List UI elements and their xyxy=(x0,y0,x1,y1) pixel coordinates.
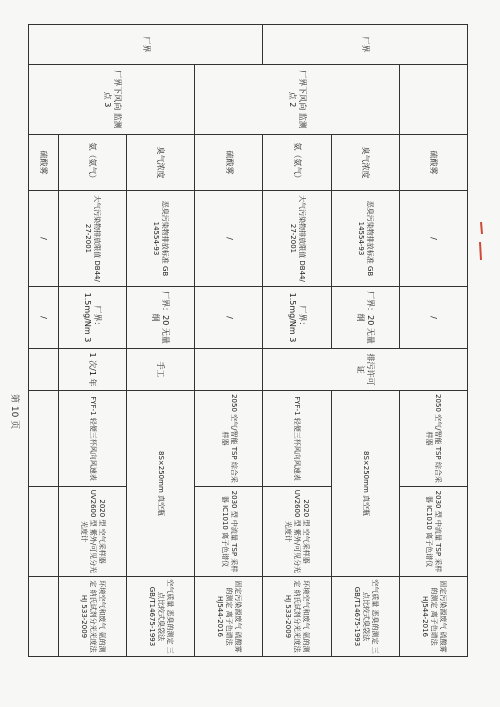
cell-standard: / xyxy=(195,191,263,287)
cell-frequency: 排污许可证 xyxy=(263,349,468,391)
cell-standard: 恶臭污染物排放标准 GB 14554-93 xyxy=(126,191,194,287)
cell-standard: 恶臭污染物排放标准 GB 14554-93 xyxy=(331,191,399,287)
cell-limit: 厂界：1.5mg/Nm 3 xyxy=(263,287,331,349)
cell-analysis: 2020 型 空气采样器 UV2600 型 紫外/可见分光光度计 xyxy=(263,487,331,577)
cell-sampling: FYF-1 轻便三杯风向风速表 xyxy=(58,391,126,487)
rotated-monitoring-table xyxy=(28,24,468,656)
table-row xyxy=(331,25,399,657)
cell-item: 硫酸雾 xyxy=(29,135,59,191)
monitoring-table xyxy=(28,24,468,657)
cell-location: 厂界下风向 监测点 3 xyxy=(29,65,195,135)
cell-standard: 大气污染物排放限值 DB44/ 27-2001 xyxy=(263,191,331,287)
cell-standard: / xyxy=(29,191,59,287)
cell-item: 硫酸雾 xyxy=(195,135,263,191)
cell-frequency: 手工 xyxy=(126,349,194,391)
cell-location: 厂界下风向 监测点 2 xyxy=(195,65,400,135)
cell-frequency: 1 次/1 年 xyxy=(58,349,126,391)
cell-limit: 厂界：1.5mg/Nm 3 xyxy=(58,287,126,349)
cell-location xyxy=(399,65,467,135)
cell-analysis xyxy=(29,487,59,577)
page-number: 第 10 页 xyxy=(9,394,19,430)
cell-limit: 厂界：20 无量纲 xyxy=(331,287,399,349)
group-label-1: 厂界 xyxy=(263,25,468,65)
cell-limit: / xyxy=(399,287,467,349)
cell-analysis: 2030 型 中流量 TSP 采样器 IC1010 离子色谱仪 xyxy=(195,487,263,577)
cell-method: 空气质量 恶臭的测定 三点比较式臭袋法 GB/T14675-1993 xyxy=(126,577,194,657)
red-ink-mark xyxy=(478,222,484,262)
cell-method: 固定污染源废气 硫酸雾的测定 离子色谱法 HJ544-2016 xyxy=(195,577,263,657)
group-label-2: 厂界 xyxy=(29,25,263,65)
cell-analysis: 2020 型 空气采样器 UV2600 型 紫外/可见分光光度计 xyxy=(58,487,126,577)
cell-item: 硫酸雾 xyxy=(399,135,467,191)
table-row xyxy=(399,25,467,657)
cell-method: 环境空气和废气 氨的测定 纳氏试剂分光光度法 HJ 533-2009 xyxy=(263,577,331,657)
cell-method: 固定污染源废气 硫酸雾的测定 离子色谱法 HJ544-2016 xyxy=(399,577,467,657)
cell-sampling: 2050 空气/智能 TSP 综合采样器 xyxy=(399,391,467,487)
cell-item: 臭气浓度 xyxy=(126,135,194,191)
cell-sampling: FYF-1 轻便三杯风向风速表 xyxy=(263,391,331,487)
cell-item: 氨（氨气） xyxy=(58,135,126,191)
table-row xyxy=(126,25,194,657)
cell-sampling xyxy=(29,391,59,487)
cell-method: 空气质量 恶臭的测定 三点比较式臭袋法 GB/T14675-1993 xyxy=(331,577,399,657)
cell-item: 臭气浓度 xyxy=(331,135,399,191)
cell-sampling: 8S×250mm 真空瓶 xyxy=(331,391,399,577)
cell-limit: 厂界：20 无量纲 xyxy=(126,287,194,349)
cell-sampling: 2050 空气/智能 TSP 综合采样器 xyxy=(195,391,263,487)
cell-analysis: 2030 型 中流量 TSP 采样器 IC1010 离子色谱仪 xyxy=(399,487,467,577)
cell-frequency xyxy=(195,349,263,391)
cell-item: 氨（氨气） xyxy=(263,135,331,191)
cell-standard: 大气污染物排放限值 DB44/ 27-2001 xyxy=(58,191,126,287)
cell-method: 环境空气和废气 氨的测定 纳氏试剂分光光度法 HJ 533-2009 xyxy=(58,577,126,657)
cell-limit: / xyxy=(195,287,263,349)
cell-sampling: 8S×250mm 真空瓶 xyxy=(126,391,194,577)
cell-limit: / xyxy=(29,287,59,349)
cell-standard: / xyxy=(399,191,467,287)
cell-method xyxy=(29,577,59,657)
cell-frequency xyxy=(29,349,59,391)
